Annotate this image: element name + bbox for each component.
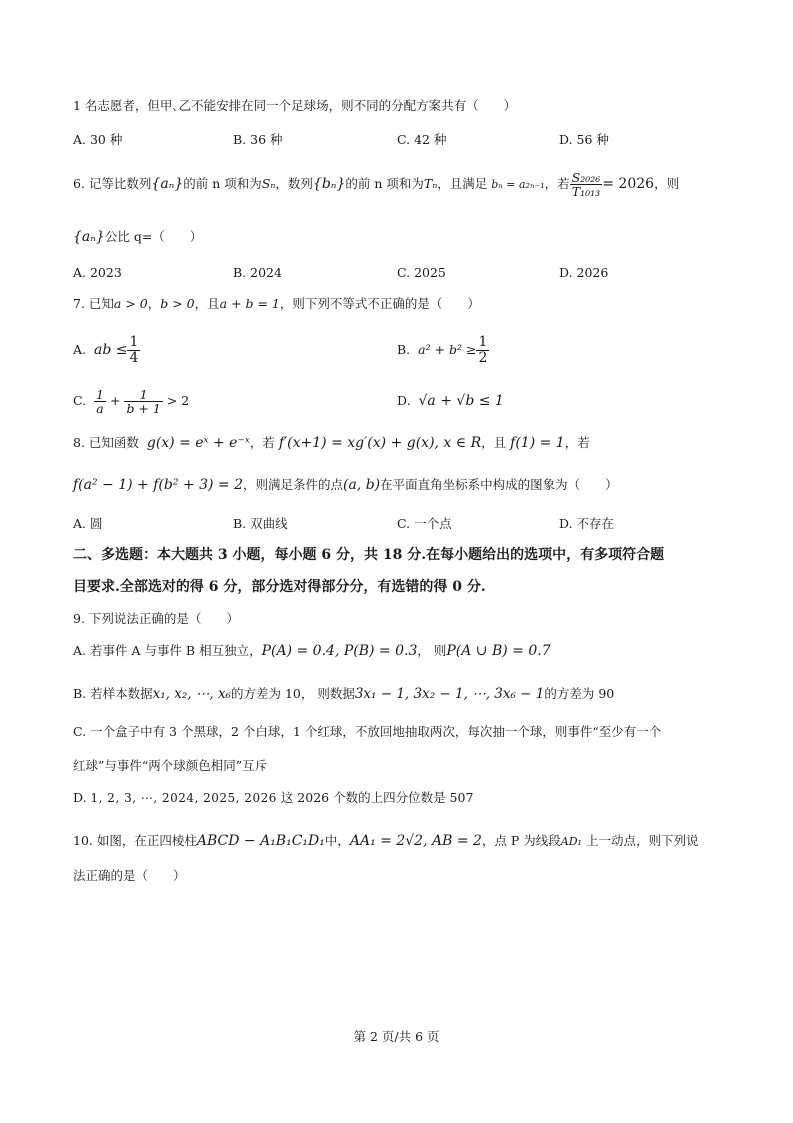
q7-option-b xyxy=(397,330,489,370)
q9-b-prefix: B. 若样本数据 xyxy=(73,686,153,701)
q7-option-b-frac xyxy=(476,335,489,365)
q7-c1: a > 0 xyxy=(113,296,148,311)
q7-option-a-num: 1 xyxy=(129,334,139,351)
q9-stem: 9. 下列说法正确的是（ ） xyxy=(73,611,239,626)
q7-option-b-left: a² + b² ≥ xyxy=(418,342,477,357)
q8-f-cond: f′(x+1) = xg′(x) + g(x), x ∈ R xyxy=(278,435,482,451)
q10-stem-line2: 法正确的是（ ） xyxy=(73,868,186,883)
q5-option-a: A. 30 种 xyxy=(73,132,123,147)
q8-option-d: D. 不存在 xyxy=(559,516,615,531)
q9-d-seq: 1, 2, 3, ⋯, 2024, 2025, 2026 xyxy=(90,791,277,805)
q6-mid5: ，若 xyxy=(544,176,570,191)
q7-option-c xyxy=(73,381,189,421)
q7-option-b-num: 1 xyxy=(478,334,488,351)
page-footer: 第 2 页/共 6 页 xyxy=(353,1029,440,1044)
q9-a-res: P(A ∪ B) = 0.7 xyxy=(446,643,551,659)
q6-cond: bₙ = a₂ₙ₋₁ xyxy=(491,178,545,191)
q9-b-tail: 的方差为 90 xyxy=(544,686,615,701)
q8-prefix: 8. 已知函数 xyxy=(73,435,139,450)
q9-option-d xyxy=(73,788,473,808)
q6-mid3: 的前 n 项和为 xyxy=(345,176,424,191)
q7-option-c-frac2 xyxy=(124,388,162,415)
q6-frac-num: S₂₀₂₆ xyxy=(571,169,601,185)
q8-tail: ，若 xyxy=(564,435,590,450)
q7-c2: b > 0 xyxy=(160,296,195,311)
q9-a-expr: P(A) = 0.4, P(B) = 0.3 xyxy=(261,643,418,659)
q7-option-d-expr: √a + √b ≤ 1 xyxy=(418,393,504,409)
q9-option-b xyxy=(73,684,614,704)
q9-d-prefix: D. xyxy=(73,790,87,805)
q8-option-b: B. 双曲线 xyxy=(233,516,288,531)
q6-mid2: ，数列 xyxy=(275,176,313,191)
q6-tn: Tₙ xyxy=(423,176,438,191)
q7-option-d xyxy=(397,386,504,416)
q9-b-data2: 3x₁ − 1, 3x₂ − 1, ⋯, 3x₆ − 1 xyxy=(354,686,545,702)
q8-stem-line1 xyxy=(73,432,590,454)
q7-option-a xyxy=(73,330,140,370)
q10-seg: AD₁ xyxy=(560,835,582,848)
q10-mid1: 中， xyxy=(324,833,350,848)
q10-mid2: ，点 P 为线段 xyxy=(481,833,561,848)
q7-option-c-num1: 1 xyxy=(96,386,104,402)
q9-d-tail: 这 2026 个数的上四分位数是 507 xyxy=(280,790,474,805)
q7-tail: ，则下列不等式不正确的是（ ） xyxy=(279,296,480,311)
q7-option-c-num2: 1 xyxy=(124,388,162,402)
q8-mid2: ，且 xyxy=(481,435,507,450)
q6-option-a: A. 2023 xyxy=(73,265,122,280)
q9-b-mid: 的方差为 10， 则数据 xyxy=(230,686,355,701)
q6-tail: ，则 xyxy=(654,176,680,191)
q9-option-a xyxy=(73,641,551,661)
q7-stem xyxy=(73,294,480,312)
q7-option-c-label: C. xyxy=(73,393,87,408)
q7-option-a-frac xyxy=(127,335,140,365)
q6-mid1: 的前 n 项和为 xyxy=(183,176,262,191)
q6-fraction xyxy=(570,171,603,198)
section2-heading-line1: 二、多选题：本大题共 3 小题，每小题 6 分，共 18 分.在每小题给出的选项中，有多项符合题 xyxy=(73,547,665,563)
q6-seq-a: {aₙ} xyxy=(151,176,184,192)
q5-stem: 1 名志愿者，但甲､乙不能安排在同一个足球场，则不同的分配方案共有（ ） xyxy=(73,98,517,113)
q6-sn: Sₙ xyxy=(261,176,276,191)
q7-sep1: ， xyxy=(147,296,161,311)
q8-line2-tail: 在平面直角坐标系中构成的图象为（ ） xyxy=(380,477,618,492)
q8-f1: f(1) = 1 xyxy=(510,435,565,451)
q9-option-c-line2: 红球”与事件“两个球颜色相同”互斥 xyxy=(73,758,268,773)
q6-eq: = 2026 xyxy=(602,176,655,192)
q9-a-mid: ， 则 xyxy=(417,643,447,658)
q7-option-a-left: ab ≤ xyxy=(93,342,128,358)
q8-line2-expr: f(a² − 1) + f(b² + 3) = 2 xyxy=(73,477,243,493)
q6-stem-line2 xyxy=(73,227,202,245)
q6-option-d: D. 2026 xyxy=(559,265,609,280)
q7-option-a-label: A. xyxy=(73,342,87,357)
q7-prefix: 7. 已知 xyxy=(73,296,114,311)
q8-mid1: ，若 xyxy=(249,435,275,450)
q9-a-prefix: A. 若事件 A 与事件 B 相互独立， xyxy=(73,643,262,658)
q6-option-c: C. 2025 xyxy=(397,265,446,280)
q8-point: (a, b) xyxy=(343,477,381,493)
q6-line2-text: 公比 q=（ ） xyxy=(104,229,203,244)
q6-seq-b: {bₙ} xyxy=(312,176,346,192)
q7-option-c-plus: + xyxy=(109,393,121,408)
q7-option-c-den1: a xyxy=(96,401,104,416)
q8-option-a: A. 圆 xyxy=(73,516,103,531)
q10-stem-line1 xyxy=(73,830,698,853)
q10-cond: AA₁ = 2√2, AB = 2 xyxy=(349,833,482,849)
q10-prefix: 10. 如图，在正四棱柱 xyxy=(73,833,197,848)
q7-option-c-frac1 xyxy=(94,388,106,415)
q7-c3: a + b = 1 xyxy=(219,296,280,311)
q5-option-b: B. 36 种 xyxy=(233,132,283,147)
q7-option-a-den: 4 xyxy=(129,350,139,366)
q8-g: g(x) = eˣ + e⁻ˣ xyxy=(146,435,250,451)
q7-option-b-label: B. xyxy=(397,342,411,357)
q6-prefix: 6. 记等比数列 xyxy=(73,176,152,191)
q7-option-b-den: 2 xyxy=(478,350,488,366)
q8-option-c: C. 一个点 xyxy=(397,516,452,531)
q6-stem-line1 xyxy=(73,168,679,201)
q6-option-b: B. 2024 xyxy=(233,265,282,280)
q6-mid4: ，且满足 xyxy=(437,176,488,191)
section2-heading-line2: 目要求.全部选对的得 6 分，部分选对得部分分，有选错的得 0 分. xyxy=(73,579,486,595)
q7-option-c-den2: b + 1 xyxy=(126,401,161,416)
q9-b-data: x₁, x₂, ⋯, x₆ xyxy=(152,686,231,702)
q8-line2-mid: ，则满足条件的点 xyxy=(243,477,344,492)
q6-frac-den: T₁₀₁₃ xyxy=(571,184,601,199)
q7-option-c-right: > 2 xyxy=(166,393,190,408)
q10-prism: ABCD − A₁B₁C₁D₁ xyxy=(196,833,325,849)
q9-option-c-line1: C. 一个盒子中有 3 个黑球，2 个白球，1 个红球，不放回地抽取两次，每次抽一个球，则事件“至少有一个 xyxy=(73,724,662,739)
q5-option-c: C. 42 种 xyxy=(397,132,447,147)
q6-line2-seq: {aₙ} xyxy=(73,229,105,245)
q8-stem-line2 xyxy=(73,474,618,496)
q10-tail: 上一动点，则下列说 xyxy=(585,833,699,848)
q7-option-d-label: D. xyxy=(397,393,411,408)
q5-option-d: D. 56 种 xyxy=(559,132,609,147)
q7-sep2: ，且 xyxy=(194,296,220,311)
